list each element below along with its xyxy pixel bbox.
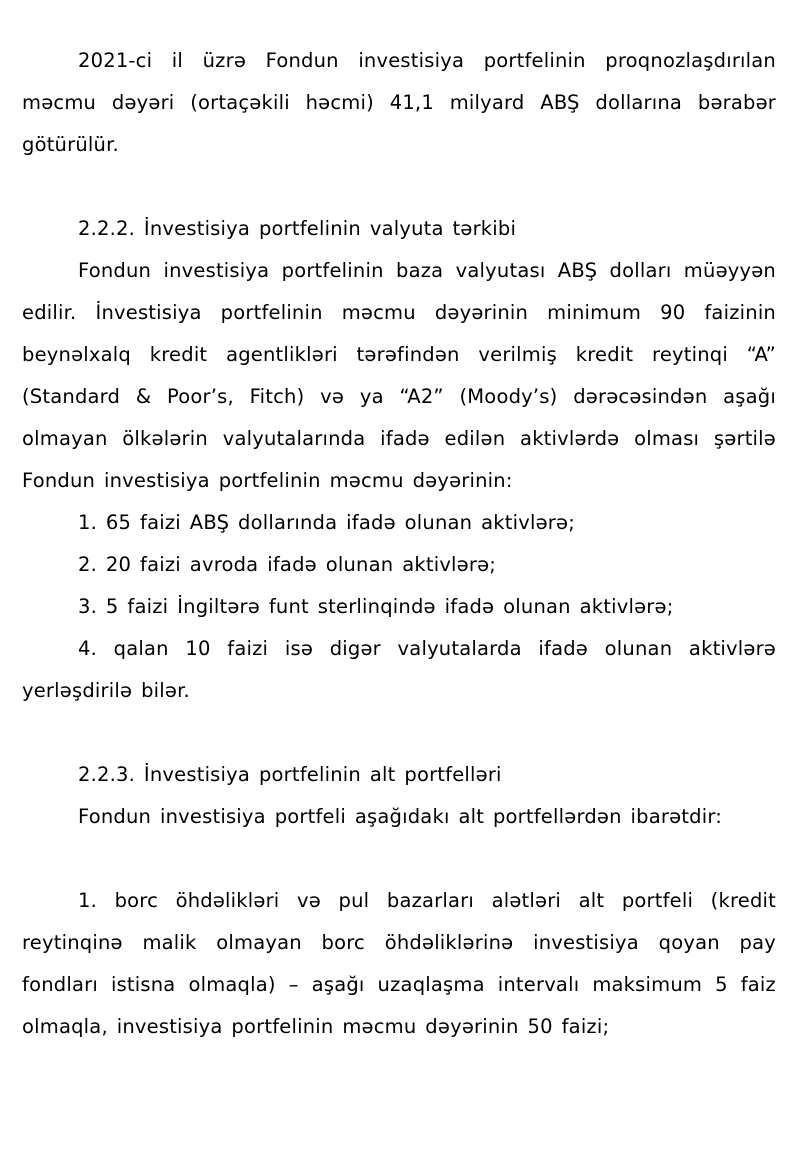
- heading-2-2-2: 2.2.2. İnvestisiya portfelinin valyuta tərkibi: [78, 217, 517, 240]
- paragraph-currency-composition: Fondun investisiya portfelinin baza valyutası ABŞ dolları müəyyən edilir. İnvestisiya portfelinin məcmu dəyərinin minimum 90 faizinin beynəlxalq kredit agentlikləri tərəfindən verilmiş kredit reytinqi “A” (Standard & Poor’s, Fitch) və ya “A2” (Moody’s) dərəcəsindən aşağı olmayan ölkələrin valyutalarında ifadə edilən aktivlərdə olması şərtilə Fondun investisiya portfelinin məcmu dəyərinin:: [22, 259, 776, 492]
- heading-2-2-3: 2.2.3. İnvestisiya portfelinin alt portfelləri: [78, 763, 502, 786]
- paragraph-subportfolio-1-debt: 1. borc öhdəlikləri və pul bazarları alətləri alt portfeli (kredit reytinqinə malik olmayan borc öhdəliklərinə investisiya qoyan pay fondları istisna olmaqla) – aşağı uzaqlaşma intervalı maksimum 5 faiz olmaqla, investisiya portfelinin məcmu dəyərinin 50 faizi;: [22, 889, 776, 1038]
- list-item-3-gbp: 3. 5 faizi İngiltərə funt sterlinqində ifadə olunan aktivlərə;: [78, 595, 674, 618]
- paragraph-subportfolios-intro: Fondun investisiya portfeli aşağıdakı alt portfellərdən ibarətdir:: [78, 805, 722, 828]
- list-item-2-euro: 2. 20 faizi avroda ifadə olunan aktivlərə;: [78, 553, 497, 576]
- list-item-4-other: 4. qalan 10 faizi isə digər valyutalarda ifadə olunan aktivlərə yerləşdirilə bilər.: [22, 637, 776, 702]
- list-item-1-usd: 1. 65 faizi ABŞ dollarında ifadə olunan aktivlərə;: [78, 511, 575, 534]
- paragraph-forecast-value: 2021-ci il üzrə Fondun investisiya portfelinin proqnozlaşdırılan məcmu dəyəri (ortaçəkili həcmi) 41,1 milyard ABŞ dollarına bərabər götürülür.: [22, 49, 776, 156]
